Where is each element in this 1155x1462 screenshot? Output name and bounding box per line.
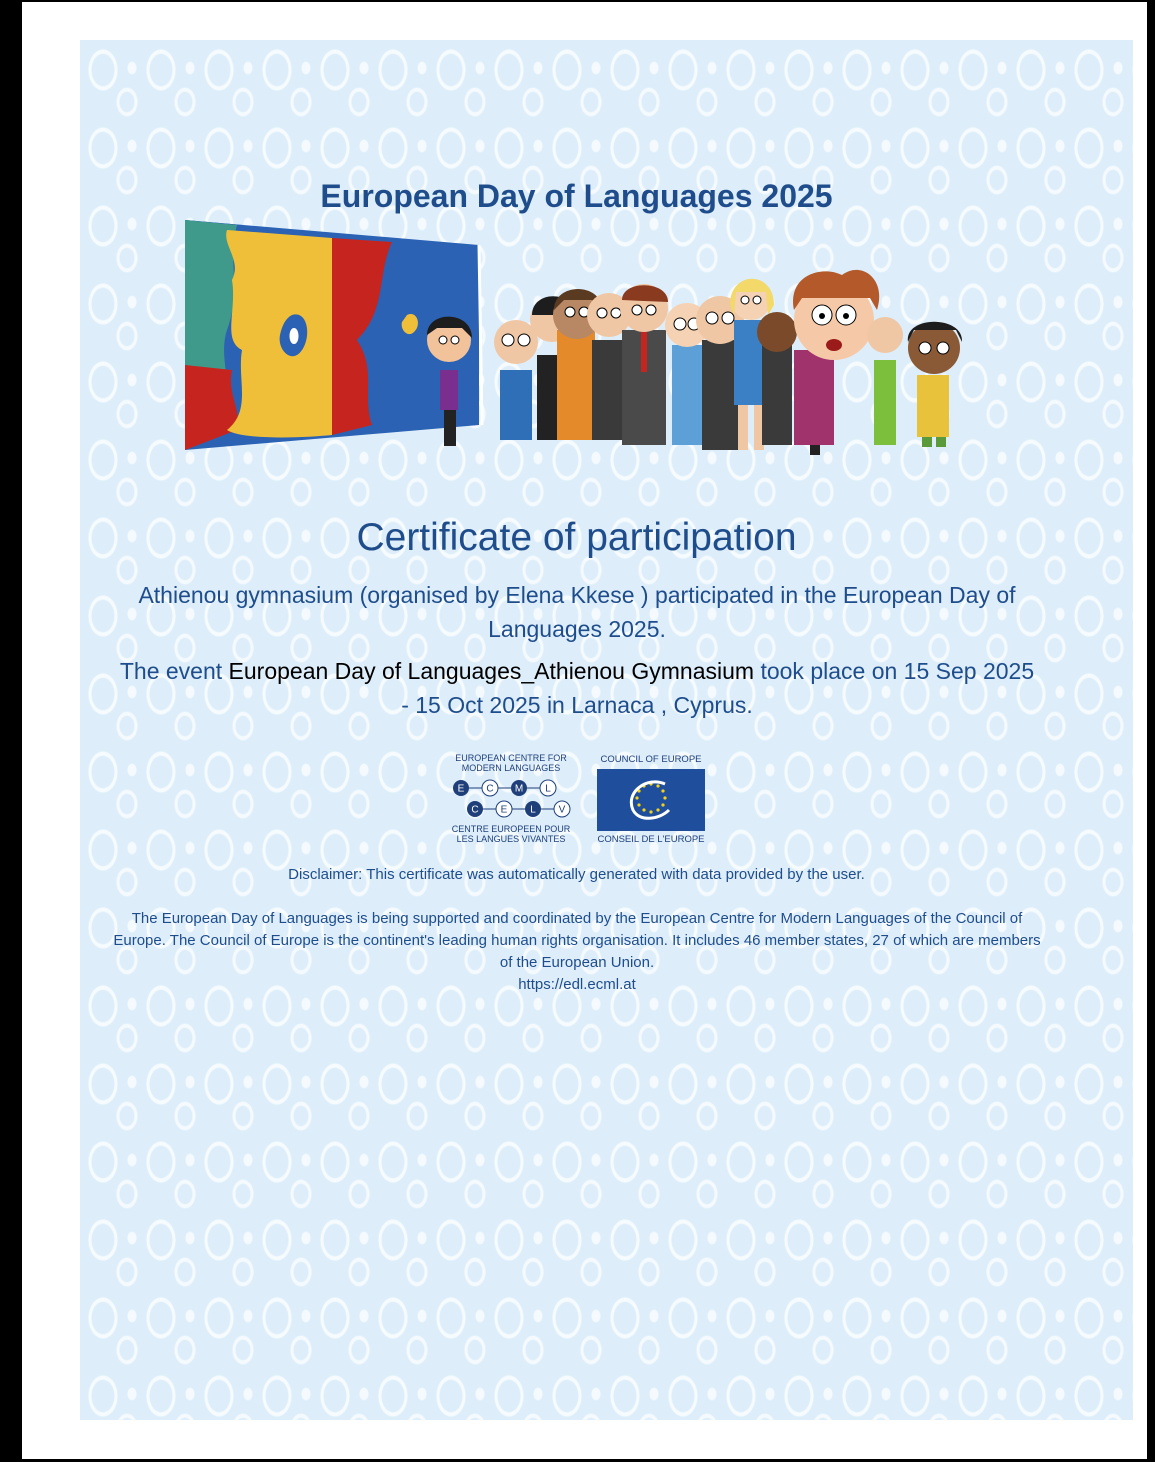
event-statement	[117, 654, 1037, 722]
event-name: European Day of Languages_Athienou Gymnasium	[228, 658, 755, 684]
coe-top-text: COUNCIL OF EUROPE	[600, 754, 702, 765]
event-prefix: The event	[119, 658, 229, 684]
person-10	[757, 312, 797, 445]
support-text: The European Day of Languages is being supported and coordinated by the European Centre for Modern Languages of the Council of Europe. The Council of Europe is the continent's leading human rights organisation. It includes 46 member states, 27 of which are members of the European Union.	[113, 910, 1041, 971]
coe-flag	[597, 769, 705, 831]
person-11	[793, 270, 879, 455]
ecml-top-line1: EUROPEAN CENTRE FOR	[455, 753, 567, 763]
page-sheet	[22, 2, 1147, 1459]
partner-logos	[448, 750, 718, 846]
ecml-letter: L	[530, 804, 536, 816]
support-statement	[112, 908, 1042, 996]
council-of-europe-logo	[595, 750, 707, 846]
ecml-top-line2: MODERN LANGUAGES	[461, 763, 561, 773]
ecml-bottom-line1: CENTRE EUROPEEN POUR	[451, 824, 571, 834]
cartoon-people	[427, 270, 962, 455]
person-2	[494, 320, 538, 440]
support-url[interactable]: https://edl.ecml.at	[518, 976, 636, 993]
participation-statement: Athienou gymnasium (organised by Elena Kkese ) participated in the European Day of Languages 2025.	[138, 582, 1016, 642]
ecml-letter: M	[514, 783, 524, 795]
person-6	[620, 284, 668, 445]
ecml-logo	[448, 750, 574, 846]
ecml-letter: E	[457, 783, 465, 795]
ecml-letter: L	[545, 783, 551, 795]
coe-bottom-text: CONSEIL DE L'EUROPE	[597, 834, 705, 845]
certificate-heading: Certificate of participation	[356, 516, 797, 559]
ecml-letter: V	[558, 804, 566, 816]
edl-banner	[182, 220, 982, 470]
event-title: European Day of Languages 2025	[320, 178, 833, 214]
ecml-letter: C	[486, 783, 494, 795]
ecml-letter: E	[500, 804, 508, 816]
event-dates-location: took place on 15 Sep 2025 - 15 Oct 2025 in Larnaca , Cyprus.	[401, 658, 1035, 718]
person-12	[867, 317, 903, 445]
person-13	[908, 322, 962, 447]
ecml-bottom-line2: LES LANGUES VIVANTES	[456, 834, 566, 844]
disclaimer: Disclaimer: This certificate was automatically generated with data provided by the user.	[288, 866, 865, 883]
ecml-letter: C	[471, 804, 479, 816]
